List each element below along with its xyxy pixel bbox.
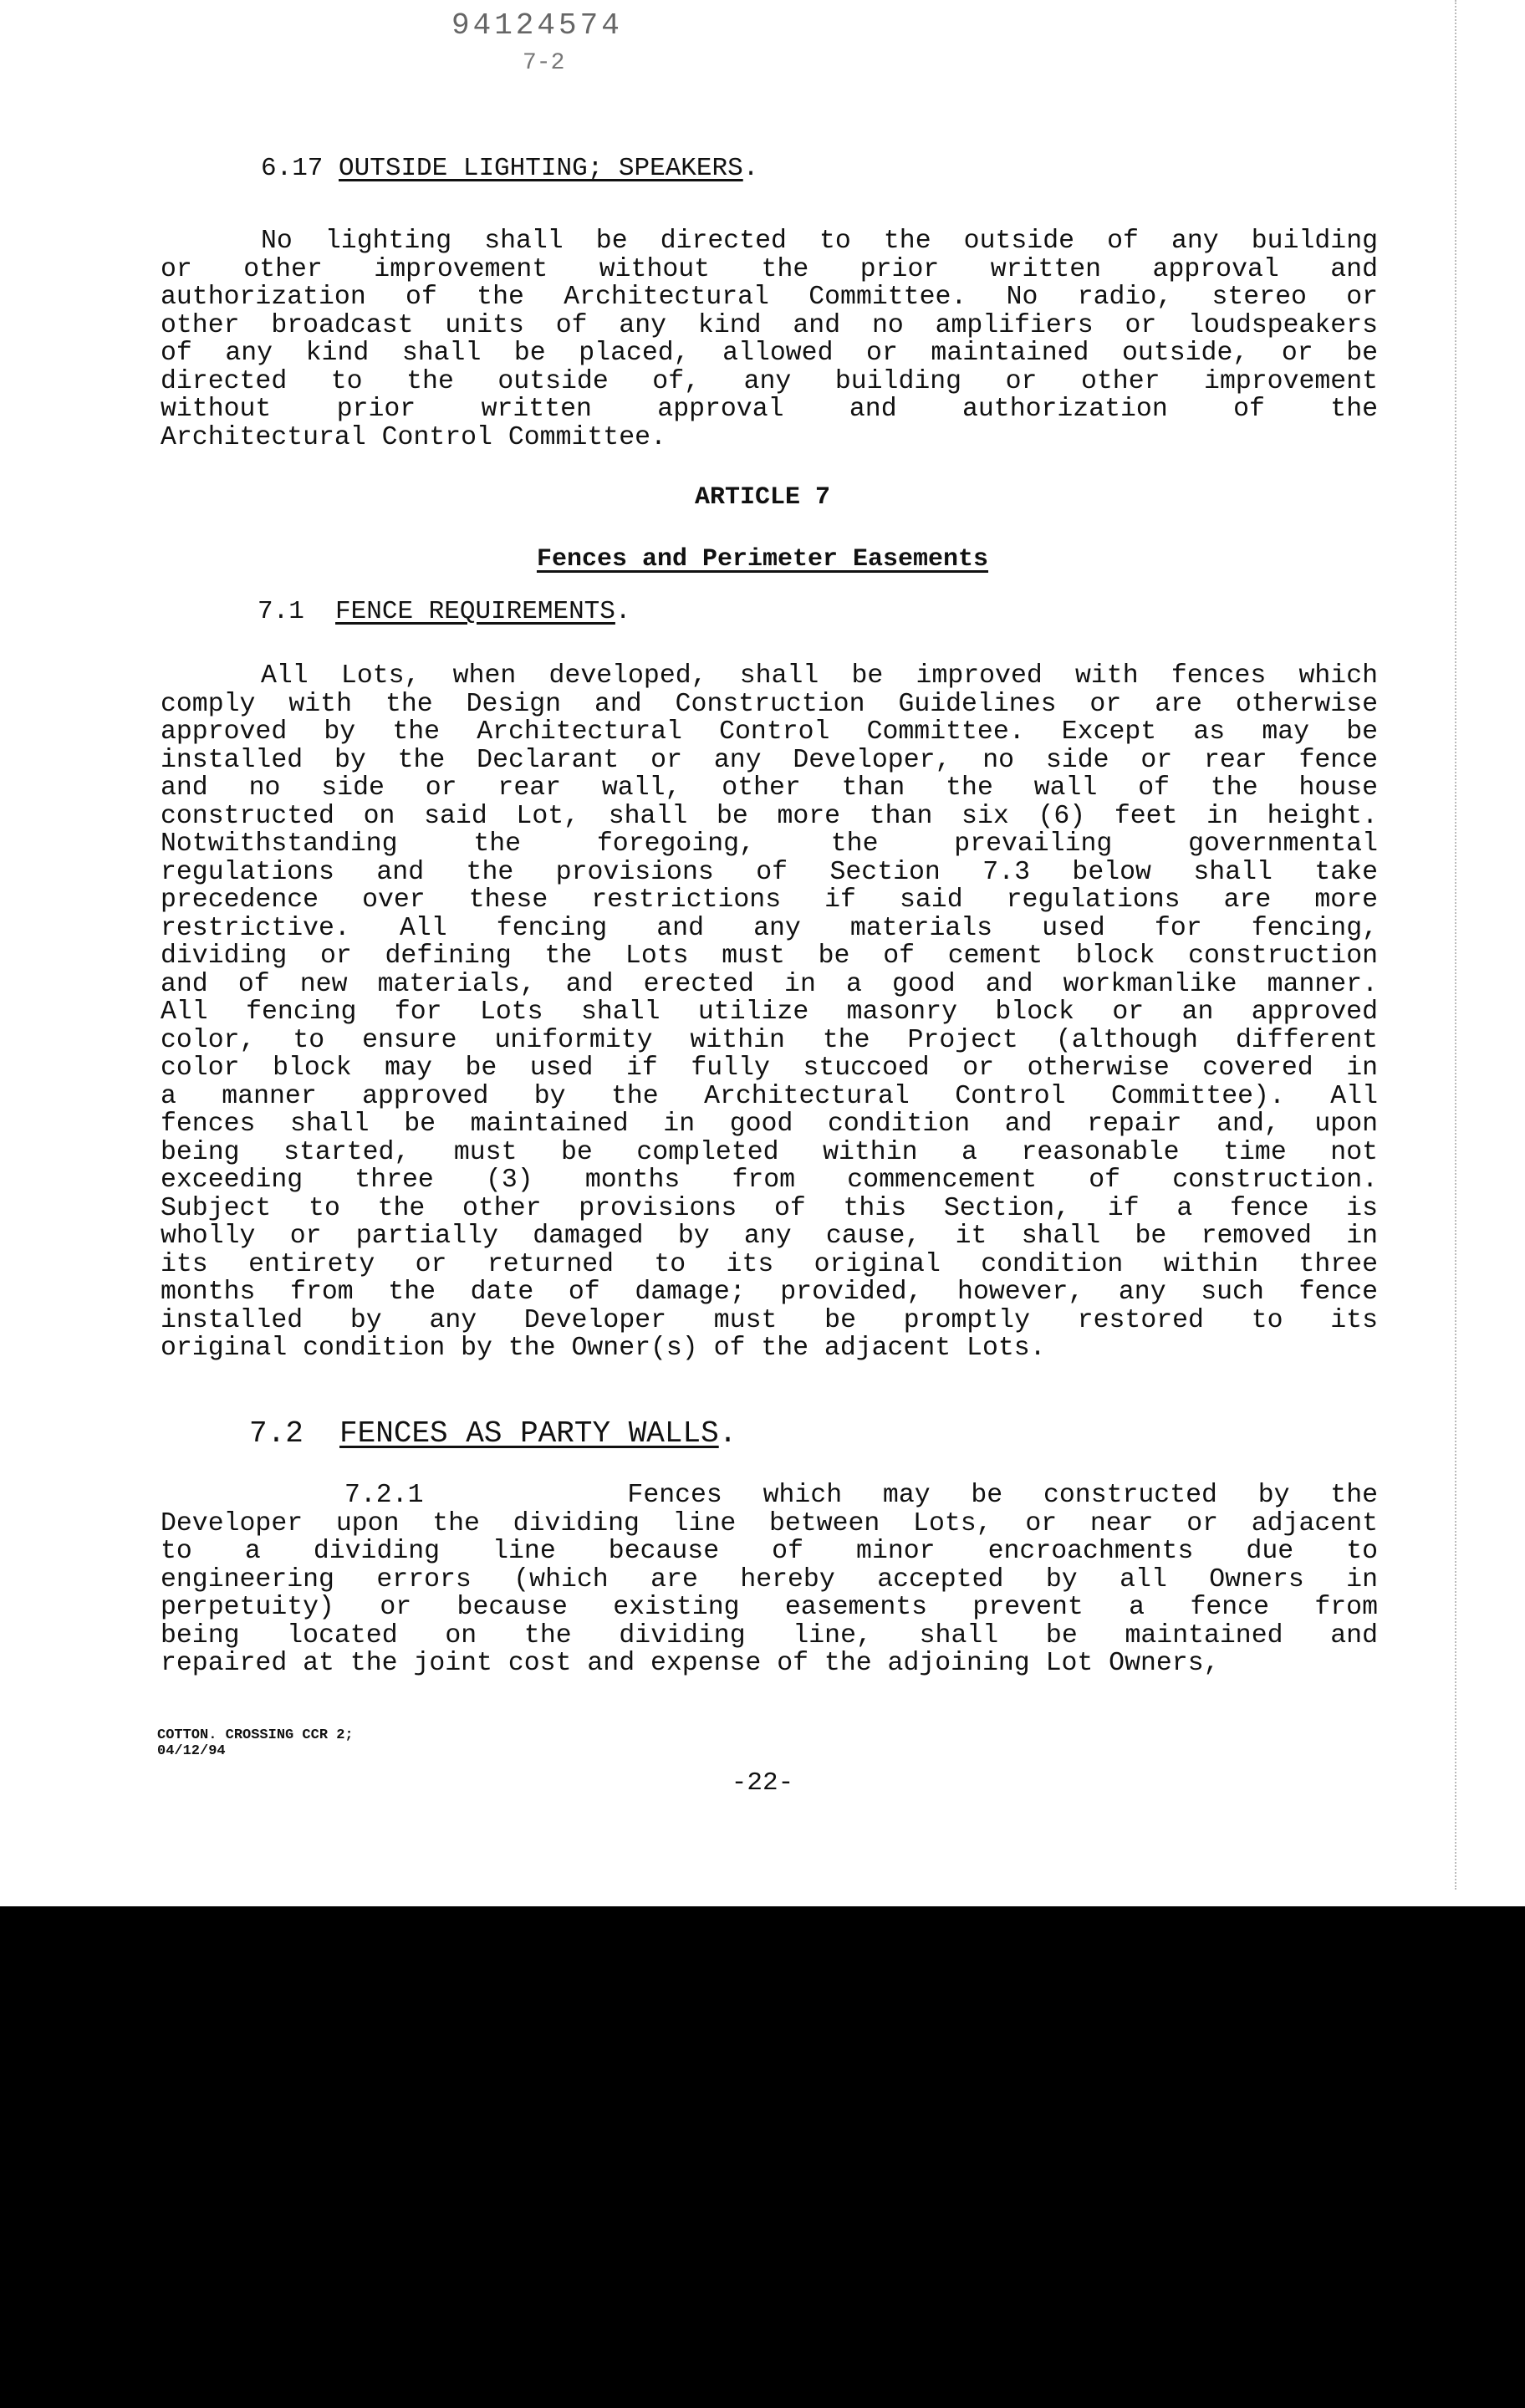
text-line: comply with the Design and Construction Guidelines or are otherwise (161, 689, 1378, 719)
recording-stamp-number: 94124574 (451, 8, 623, 43)
footer-date: 04/12/94 (157, 1743, 226, 1759)
text-line: engineering errors (which are hereby accepted by all Owners in (161, 1564, 1378, 1594)
section-7-2-heading: 7.2 FENCES AS PARTY WALLS. (249, 1416, 737, 1451)
section-number: 7.2 (249, 1416, 303, 1451)
text-line: All fencing for Lots shall utilize masonry block or an approved (161, 997, 1378, 1027)
section-number: 6.17 (261, 154, 324, 183)
text-line: restrictive. All fencing and any materials used for fencing, (161, 913, 1378, 943)
page-number: -22- (731, 1768, 794, 1798)
section-7-1-heading: 7.1 FENCE REQUIREMENTS. (258, 597, 631, 626)
text-line: color, to ensure uniformity within the Project (although different (161, 1025, 1378, 1055)
text-line: being located on the dividing line, shall be maintained and (161, 1620, 1378, 1650)
text-line: constructed on said Lot, shall be more than six (6) feet in height. (161, 801, 1378, 831)
text-line: color block may be used if fully stuccoed or otherwise covered in (161, 1054, 1378, 1083)
section-7-2-body (161, 1482, 1378, 1678)
section-6-17-body (161, 227, 1378, 452)
text-line: to a dividing line because of minor encroachments due to (161, 1537, 1378, 1566)
document-footer (157, 1727, 354, 1759)
section-title: FENCES AS PARTY WALLS (339, 1416, 719, 1451)
subsection-number: 7.2.1 (344, 1481, 424, 1510)
text-line: All Lots, when developed, shall be improved with fences which (261, 661, 1378, 691)
footer-file-name: COTTON. CROSSING CCR 2; (157, 1727, 354, 1743)
text-line: dividing or defining the Lots must be of cement block construction (161, 941, 1378, 971)
text-line: fences shall be maintained in good condition and repair and, upon (161, 1110, 1378, 1139)
text-line: precedence over these restrictions if said regulations are more (161, 885, 1378, 915)
text-line: No lighting shall be directed to the outside of any building (261, 227, 1378, 256)
text-line: directed to the outside of, any building or other improvement (161, 366, 1378, 396)
section-number: 7.1 (258, 597, 304, 626)
scan-black-border (0, 1906, 1525, 2408)
text-line: authorization of the Architectural Committee. No radio, stereo or (161, 283, 1378, 312)
text-line: of any kind shall be placed, allowed or maintained outside, or be (161, 339, 1378, 368)
recording-stamp-sub: 7-2 (523, 50, 565, 76)
text-line: and of new materials, and erected in a good and workmanlike manner. (161, 969, 1378, 999)
text-line: a manner approved by the Architectural Control Committee). All (161, 1081, 1378, 1111)
text-line: installed by the Declarant or any Developer, no side or rear fence (161, 745, 1378, 775)
text-line: repaired at the joint cost and expense of the adjoining Lot Owners, (161, 1649, 1220, 1678)
text-line: Developer upon the dividing line between Lots, or near or adjacent (161, 1508, 1378, 1538)
text-line: Notwithstanding the foregoing, the prevailing governmental (161, 829, 1378, 859)
text-line: other broadcast units of any kind and no amplifiers or loudspeakers (161, 310, 1378, 340)
section-6-17-heading: 6.17 OUTSIDE LIGHTING; SPEAKERS. (261, 154, 759, 183)
text-line: perpetuity) or because existing easements prevent a fence from (161, 1593, 1378, 1622)
text-line: Subject to the other provisions of this Section, if a fence is (161, 1193, 1378, 1223)
text-line: exceeding three (3) months from commencement of construction. (161, 1166, 1378, 1195)
article-label: ARTICLE 7 (694, 483, 831, 512)
section-title: FENCE REQUIREMENTS (335, 597, 615, 626)
text-line: wholly or partially damaged by any cause, it shall be removed in (161, 1222, 1378, 1251)
text-line: Architectural Control Committee. (161, 422, 666, 452)
text-line: installed by any Developer must be promptly restored to its (161, 1305, 1378, 1335)
text-line: or other improvement without the prior written approval and (161, 254, 1378, 284)
text-line: its entirety or returned to its original condition within three (161, 1249, 1378, 1279)
text-line: months from the date of damage; provided, however, any such fence (161, 1278, 1378, 1307)
article-title: Fences and Perimeter Easements (536, 545, 989, 574)
text-line (161, 1482, 1378, 1510)
text-line: approved by the Architectural Control Committee. Except as may be (161, 717, 1378, 747)
text-line: without prior written approval and authorization of the (161, 395, 1378, 424)
section-title: OUTSIDE LIGHTING; SPEAKERS (339, 154, 743, 183)
section-7-1-body (161, 662, 1378, 1363)
text-line: original condition by the Owner(s) of the adjacent Lots. (161, 1334, 1046, 1363)
text-line: regulations and the provisions of Section 7.3 below shall take (161, 857, 1378, 887)
text-line: being started, must be completed within a reasonable time not (161, 1137, 1378, 1167)
scan-edge-marks (1455, 0, 1457, 1890)
subsection-first-line: Fences which may be constructed by the (627, 1481, 1378, 1510)
text-line: and no side or rear wall, other than the wall of the house (161, 773, 1378, 803)
